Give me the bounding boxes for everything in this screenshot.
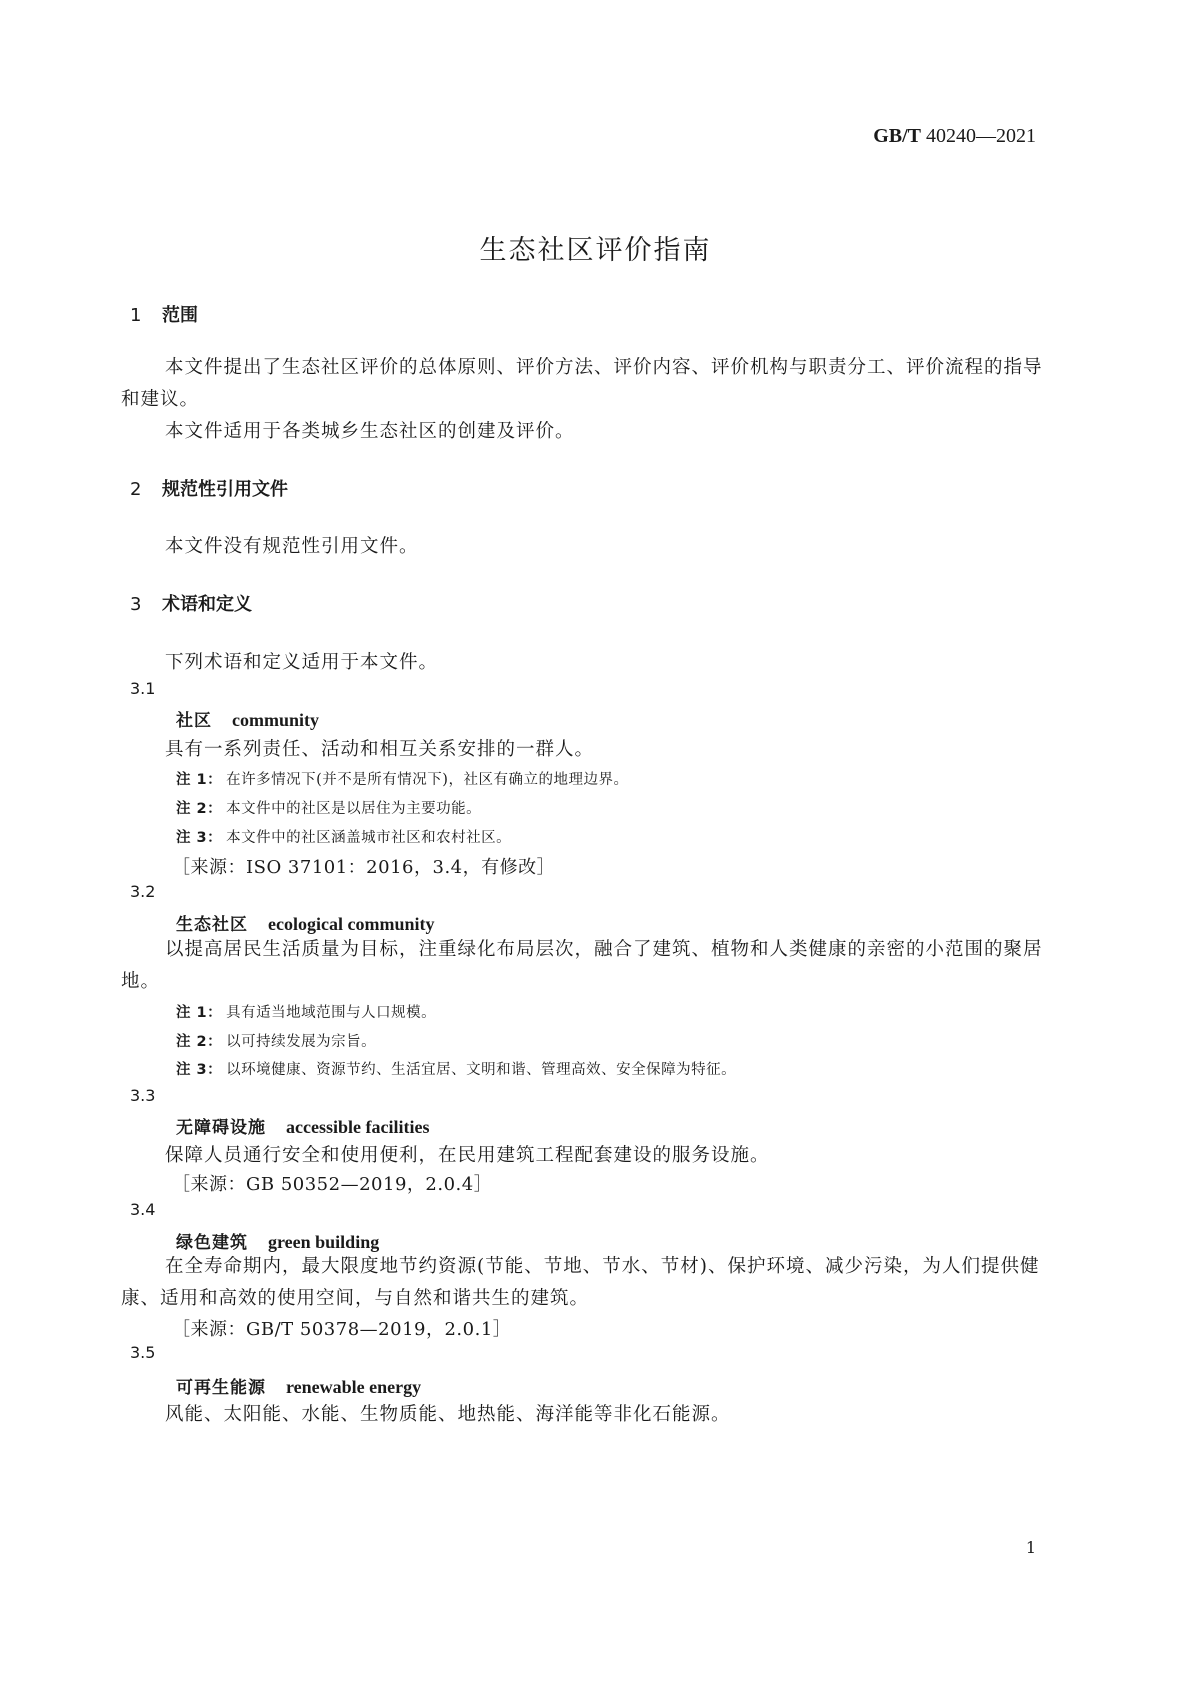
note-label: 注 3：	[176, 830, 223, 846]
term-zh: 绿色建筑	[176, 1233, 248, 1253]
section-3-number: 3	[130, 594, 142, 615]
normative-paragraph: 本文件没有规范性引用文件。	[165, 536, 419, 557]
scope-paragraph-1: 本文件提出了生态社区评价的总体原则、评价方法、评价内容、评价机构与职责分工、评价流程的指导和建议。	[121, 357, 1043, 410]
section-1-number: 1	[130, 305, 142, 326]
note-label: 注 1：	[176, 772, 223, 788]
term-note	[176, 1030, 376, 1051]
term-definition: 具有一系列责任、活动和相互关系安排的一群人。	[165, 739, 595, 760]
term-number: 3.1	[130, 679, 156, 698]
term-heading	[176, 910, 434, 935]
term-en: green building	[268, 1232, 380, 1252]
term-heading	[176, 1228, 379, 1253]
document-title: 生态社区评价指南	[479, 235, 712, 266]
section-2-heading	[130, 475, 288, 501]
note-label: 注 2：	[176, 1034, 223, 1050]
section-2-number: 2	[130, 479, 142, 500]
term-definition: 风能、太阳能、水能、生物质能、地热能、海洋能等非化石能源。	[165, 1404, 731, 1425]
section-3-title: 术语和定义	[162, 594, 252, 615]
note-label: 注 1：	[176, 1005, 223, 1021]
term-note	[176, 826, 511, 847]
section-3-heading	[130, 590, 252, 616]
note-label: 注 2：	[176, 801, 223, 817]
term-zh: 可再生能源	[176, 1378, 266, 1398]
term-zh: 生态社区	[176, 915, 248, 935]
note-text: 本文件中的社区是以居住为主要功能。	[226, 801, 482, 817]
note-text: 具有适当地域范围与人口规模。	[226, 1005, 437, 1021]
term-number: 3.3	[130, 1086, 156, 1105]
section-2-title: 规范性引用文件	[162, 479, 288, 500]
term-source: ［来源：GB 50352—2019，2.0.4］	[172, 1174, 493, 1195]
section-1-heading	[130, 301, 198, 327]
page-number: 1	[1025, 1538, 1036, 1557]
term-definition: 以提高居民生活质量为目标，注重绿化布局层次，融合了建筑、植物和人类健康的亲密的小范围的聚居地。	[121, 939, 1043, 992]
terms-intro: 下列术语和定义适用于本文件。	[165, 652, 439, 673]
scope-paragraph-2: 本文件适用于各类城乡生态社区的创建及评价。	[165, 421, 575, 442]
term-heading	[176, 1113, 429, 1138]
term-heading	[176, 1373, 421, 1398]
term-definition: 在全寿命期内，最大限度地节约资源(节能、节地、节水、节材)、保护环境、减少污染，为人们提供健康、适用和高效的使用空间，与自然和谐共生的建筑。	[121, 1256, 1040, 1309]
term-en: ecological community	[268, 914, 435, 934]
note-label: 注 3：	[176, 1062, 223, 1078]
note-text: 本文件中的社区涵盖城市社区和农村社区。	[226, 830, 512, 846]
term-heading	[176, 706, 319, 731]
term-definition: 保障人员通行安全和使用便利，在民用建筑工程配套建设的服务设施。	[165, 1145, 770, 1166]
term-note	[176, 768, 628, 789]
term-en: renewable energy	[286, 1377, 422, 1397]
term-number: 3.5	[130, 1343, 156, 1362]
section-1-title: 范围	[162, 305, 198, 326]
standard-code-prefix: GB/T	[873, 125, 921, 147]
term-note	[176, 1001, 436, 1022]
term-source: ［来源：ISO 37101：2016，3.4，有修改］	[172, 857, 556, 878]
term-en: community	[232, 710, 319, 730]
standard-code-number: 40240—2021	[926, 125, 1036, 147]
term-zh: 社区	[176, 711, 212, 731]
term-number: 3.2	[130, 882, 156, 901]
term-en: accessible facilities	[286, 1117, 430, 1137]
note-text: 以可持续发展为宗旨。	[226, 1034, 377, 1050]
standard-code	[873, 125, 1036, 148]
note-text: 以环境健康、资源节约、生活宜居、文明和谐、管理高效、安全保障为特征。	[226, 1062, 737, 1078]
term-zh: 无障碍设施	[176, 1118, 266, 1138]
term-note	[176, 1058, 736, 1079]
note-text: 在许多情况下(并不是所有情况下)，社区有确立的地理边界。	[226, 772, 629, 788]
term-number: 3.4	[130, 1200, 156, 1219]
term-source: ［来源：GB/T 50378—2019，2.0.1］	[172, 1319, 512, 1340]
term-note	[176, 797, 481, 818]
